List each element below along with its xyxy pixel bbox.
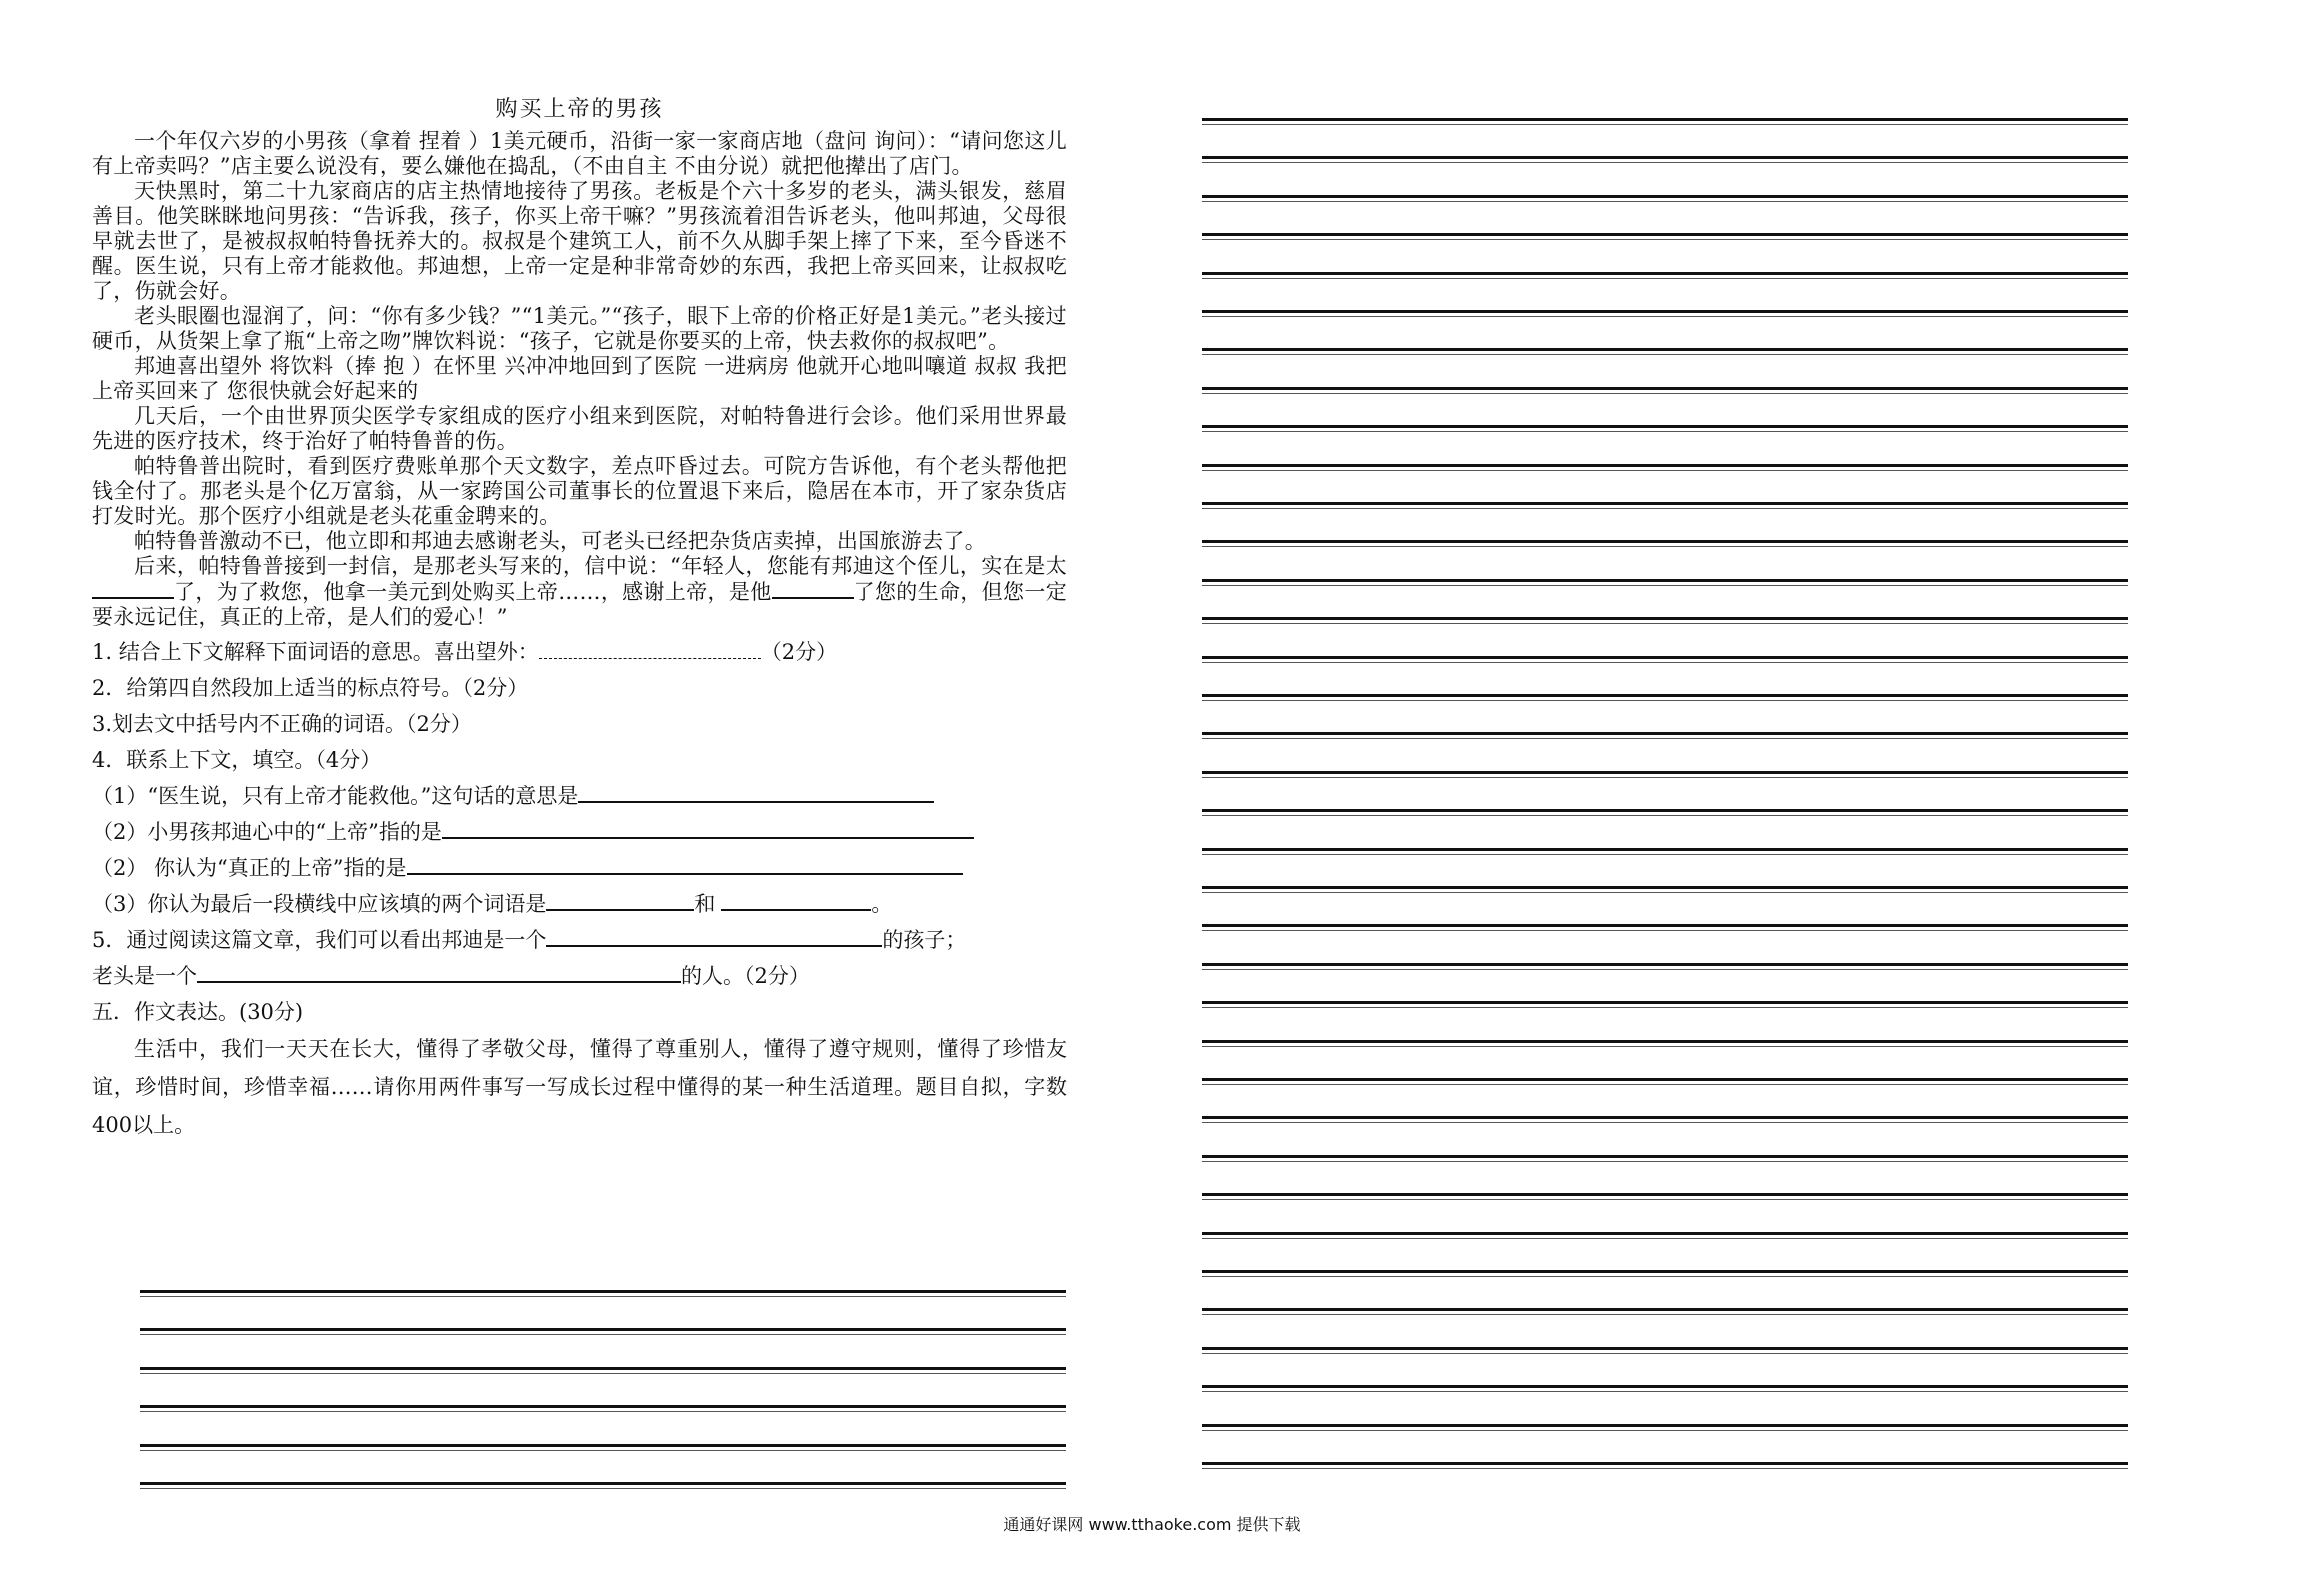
question-5-line-2 [92, 958, 1067, 994]
writing-line[interactable] [1202, 1462, 2128, 1465]
writing-line[interactable] [1202, 502, 2128, 505]
question-5-text-c: 老头是一个 [92, 964, 197, 988]
question-1-text: 1. 结合上下文解释下面词语的意思。喜出望外： [92, 640, 539, 664]
writing-line[interactable] [140, 1444, 1066, 1447]
writing-line[interactable] [140, 1328, 1066, 1331]
question-4-4-answer-line-1[interactable] [546, 887, 694, 911]
writing-line[interactable] [1202, 425, 2128, 428]
question-4-2-text: （2）小男孩邦迪心中的“上帝”指的是 [92, 820, 442, 844]
question-4: 4．联系上下文，填空。（4分） [92, 748, 382, 772]
question-4-4 [92, 886, 1067, 922]
question-4-1-text: （1）“医生说，只有上帝才能救他。”这句话的意思是 [92, 784, 579, 808]
paragraph-4: 邦迪喜出望外 将饮料（捧 抱 ）在怀里 兴冲冲地回到了医院 一进病房 他就开心地叫嚷道 叔叔 我把上帝买回来了 您很快就会好起来的 [92, 354, 1067, 403]
writing-line[interactable] [1202, 809, 2128, 812]
writing-line[interactable] [1202, 579, 2128, 582]
writing-line[interactable] [1202, 617, 2128, 620]
writing-line[interactable] [1202, 963, 2128, 966]
writing-line[interactable] [140, 1482, 1066, 1485]
question-4-2-answer-line[interactable] [442, 815, 974, 839]
question-4-3-answer-line[interactable] [407, 851, 963, 875]
writing-line[interactable] [1202, 1347, 2128, 1350]
paragraph-8-part-c: 了您的生命，但您一定要永远记住，真正的上帝，是人们的爱心！” [92, 580, 1067, 629]
writing-line[interactable] [1202, 310, 2128, 313]
question-5-text-d: 的人。（2分） [681, 964, 810, 988]
question-5-text-a: 5．通过阅读这篇文章，我们可以看出邦迪是一个 [92, 928, 547, 952]
paragraph-5: 几天后，一个由世界顶尖医学专家组成的医疗小组来到医院，对帕特鲁进行会诊。他们采用世界最先进的医疗技术，终于治好了帕特鲁普的伤。 [92, 404, 1067, 453]
writing-line[interactable] [140, 1405, 1066, 1408]
question-5-answer-line-2[interactable] [197, 959, 681, 983]
question-4-3 [92, 850, 1067, 886]
writing-line[interactable] [1202, 464, 2128, 467]
writing-line[interactable] [1202, 1232, 2128, 1235]
paragraph-2: 天快黑时，第二十九家商店的店主热情地接待了男孩。老板是个六十多岁的老头，满头银发，慈眉善目。他笑眯眯地问男孩：“告诉我，孩子，你买上帝干嘛？”男孩流着泪告诉老头，他叫邦迪，父母很早就去世了，是被叔叔帕特鲁抚养大的。叔叔是个建筑工人，前不久从脚手架上摔了下来，至今昏迷不醒。医生说，只有上帝才能救他。邦迪想，上帝一定是种非常奇妙的东西，我把上帝买回来，让叔叔吃了，伤就会好。 [92, 179, 1067, 303]
writing-line[interactable] [1202, 886, 2128, 889]
writing-line[interactable] [1202, 272, 2128, 275]
writing-line[interactable] [1202, 1116, 2128, 1119]
writing-area-right[interactable] [1202, 118, 2128, 1498]
question-4-1 [92, 778, 1067, 814]
writing-line[interactable] [1202, 1424, 2128, 1427]
writing-line[interactable] [1202, 694, 2128, 697]
question-2: 2．给第四自然段加上适当的标点符号。（2分） [92, 676, 529, 700]
writing-line[interactable] [1202, 924, 2128, 927]
composition-prompt: 生活中，我们一天天在长大，懂得了孝敬父母，懂得了尊重别人，懂得了遵守规则，懂得了珍惜友谊，珍惜时间，珍惜幸福……请你用两件事写一写成长过程中懂得的某一种生活道理。题目自拟，字数400以上。 [92, 1037, 1067, 1137]
writing-line[interactable] [1202, 1385, 2128, 1388]
writing-line[interactable] [1202, 771, 2128, 774]
question-4-4-text: （3）你认为最后一段横线中应该填的两个词语是 [92, 892, 547, 916]
writing-line[interactable] [1202, 1040, 2128, 1043]
paragraph-8-part-a: 后来，帕特鲁普接到一封信，是那老头写来的，信中说：“年轻人，您能有邦迪这个侄儿，实在是太 [134, 554, 1067, 578]
writing-line[interactable] [1202, 156, 2128, 159]
writing-line[interactable] [1202, 1270, 2128, 1273]
question-4-4-end: 。 [871, 892, 893, 916]
writing-line[interactable] [140, 1367, 1066, 1370]
question-1 [92, 634, 1067, 670]
paragraph-6: 帕特鲁普出院时，看到医疗费账单那个天文数字，差点吓昏过去。可院方告诉他，有个老头帮他把钱全付了。那老头是个亿万富翁，从一家跨国公司董事长的位置退下来后，隐居在本市，开了家杂货店打发时光。那个医疗小组就是老头花重金聘来的。 [92, 454, 1067, 528]
writing-line[interactable] [1202, 732, 2128, 735]
question-4-2 [92, 814, 1067, 850]
writing-line[interactable] [1202, 1078, 2128, 1081]
writing-line[interactable] [1202, 348, 2128, 351]
writing-line[interactable] [1202, 233, 2128, 236]
question-5-text-b: 的孩子； [882, 928, 967, 952]
left-column [92, 92, 1067, 1144]
paragraph-8 [92, 554, 1067, 630]
question-4-3-text: （2） 你认为“真正的上帝”指的是 [92, 856, 407, 880]
question-1-score: （2分） [760, 640, 838, 664]
question-3: 3.划去文中括号内不正确的词语。（2分） [92, 712, 472, 736]
question-5-line-1 [92, 922, 1067, 958]
paragraph-8-part-b: 了，为了救您，他拿一美元到处购买上帝……，感谢上帝，是他 [174, 580, 772, 604]
writing-line[interactable] [1202, 656, 2128, 659]
blank-2[interactable] [772, 579, 854, 599]
question-1-answer-line[interactable] [539, 636, 761, 659]
blank-1[interactable] [92, 579, 174, 599]
footer-source: 通通好课网 www.tthaoke.com 提供下载 [1003, 1515, 1301, 1534]
paragraph-7: 帕特鲁普激动不已，他立即和邦迪去感谢老头，可老头已经把杂货店卖掉，出国旅游去了。 [134, 529, 986, 553]
writing-line[interactable] [1202, 540, 2128, 543]
writing-line[interactable] [1202, 1155, 2128, 1158]
writing-line[interactable] [140, 1290, 1066, 1293]
writing-line[interactable] [1202, 848, 2128, 851]
writing-area-left[interactable] [140, 1290, 1066, 1490]
writing-line[interactable] [1202, 195, 2128, 198]
writing-line[interactable] [1202, 1308, 2128, 1311]
question-4-4-and: 和 [694, 892, 716, 916]
question-4-4-answer-line-2[interactable] [721, 887, 871, 911]
paragraph-1: 一个年仅六岁的小男孩（拿着 捏着 ）1美元硬币，沿街一家一家商店地（盘问 询问）：“请问您这儿有上帝卖吗？”店主要么说没有，要么嫌他在捣乱，（不由自主 不由分说）就把他撵出了店门。 [92, 129, 1067, 178]
composition-heading: 五．作文表达。(30分) [92, 1000, 304, 1024]
paragraph-3: 老头眼圈也湿润了，问：“你有多少钱？”“1美元。”“孩子，眼下上帝的价格正好是1美元。”老头接过硬币，从货架上拿了瓶“上帝之吻”牌饮料说：“孩子，它就是你要买的上帝，快去救你的叔叔吧”。 [92, 304, 1067, 353]
writing-line[interactable] [1202, 1193, 2128, 1196]
article-title: 购买上帝的男孩 [495, 97, 664, 122]
writing-line[interactable] [1202, 387, 2128, 390]
question-4-1-answer-line[interactable] [578, 779, 934, 803]
question-5-answer-line-1[interactable] [546, 923, 882, 947]
writing-line[interactable] [1202, 118, 2128, 121]
writing-line[interactable] [1202, 1001, 2128, 1004]
